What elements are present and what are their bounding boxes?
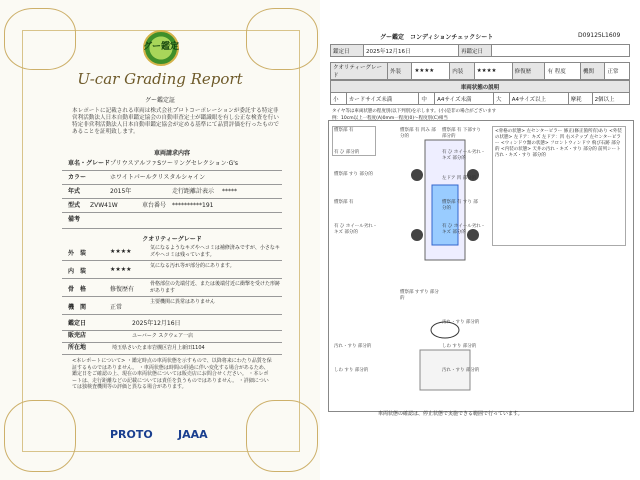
quality-row-frame <box>62 280 282 297</box>
damage-label: 有 ひ ホイール劣れ・キズ 部分的 <box>334 224 378 235</box>
chassis-label: 車台番号 <box>142 202 167 209</box>
redate-value <box>492 45 630 57</box>
frame-label: 修復歴 <box>512 63 545 80</box>
size-large: 大 <box>494 93 510 105</box>
type-label: 型式 <box>68 202 81 209</box>
address-row <box>62 342 282 355</box>
size-mid-desc: A4サイズ未満 <box>435 93 494 105</box>
quality-desc: 骨格部位の先端付近、または後端付近に衝撃を受けた形跡があります <box>150 281 281 294</box>
damage-label: 汚れ・すり 部分的 <box>442 320 480 325</box>
quality-label: 機 関 <box>68 304 87 311</box>
intro-text: 本レポートに記載される車両は株式会社プロトコーポレーションが委託する特定非営利活動法人日本自動車鑑定協会の自動車査定士が鑑識眼を有し公正な検査を行い特定非営利活動法人日本自動車鑑定協会が定める基準にて品質評価を行ったものであることを証明致します。 <box>72 108 279 135</box>
shop-label: 販売店 <box>68 332 87 339</box>
quality-stars: ★★★★ <box>110 248 132 255</box>
int-label: 内装 <box>450 63 474 80</box>
mileage-value: ***** <box>222 188 237 195</box>
type-value: ZVW41W <box>90 202 118 209</box>
rear-left-wheel-icon <box>411 229 423 241</box>
badge-text: グー鑑定 <box>143 42 180 52</box>
sheet-title: グー鑑定 コンディションチェックシート <box>380 34 494 41</box>
model-label: 車名・グレード <box>68 160 111 167</box>
quality-label: 外 装 <box>68 250 87 257</box>
state-table <box>330 80 630 105</box>
sheet-footer: 車両状態の確認は、停止状態で実施できる範囲で行っています。 <box>378 411 523 417</box>
ornament-top-right <box>246 8 318 70</box>
ornament-top-left <box>4 8 76 70</box>
type-row <box>62 200 282 213</box>
damage-label: 慣察部 すずり 部分的 <box>400 290 439 301</box>
quality-row-exterior <box>62 244 282 261</box>
certificate-title: U-car Grading Report <box>77 70 243 88</box>
model-value: プリウスアルファSツーリングセレクション·G's <box>110 160 239 167</box>
damage-label: しわ すり 部分的 <box>334 368 369 373</box>
quality-label: 内 装 <box>68 268 87 275</box>
condition-summary: <骨格の状態> 左センターピラー 修正(修正箇所有)あり <外装の状態> 左ドア：キズ 左ドア：凹 右ステップ 左センターピラー <ウィンドウ類の状態> フロントウィンドウ 飛び石跡 部分的 <内装の状態> 天井の汚れ・キズ・すり 部分的 前列シート汚れ・キズ・すり 部分的 <box>492 126 626 246</box>
front-left-wheel-icon <box>411 169 423 181</box>
quality-row-interior <box>62 262 282 279</box>
kantei-label: グー鑑定証 <box>144 97 175 104</box>
size-mid: 中 <box>419 93 435 105</box>
damage-label: 慣察部 有 <box>334 200 354 205</box>
damage-label: 慣察部 すり 部分的 <box>334 172 373 177</box>
int-stars: ★★★★ <box>474 63 512 80</box>
ornament-bottom-right <box>246 400 318 472</box>
year-row <box>62 186 282 199</box>
ext-stars: ★★★★ <box>412 63 450 80</box>
color-value: ホワイトパールクリスタルシャイン <box>110 174 206 181</box>
damage-label: 左ドア 凹 部分的 <box>442 176 477 181</box>
ext-label: 外装 <box>388 63 412 80</box>
shop-value: ユーバーク スクウェア一店 <box>132 333 194 339</box>
address-value: 埼玉県さいたま市岩槻区岩月上新田1104 <box>112 345 205 351</box>
year-label: 年式 <box>68 188 81 195</box>
report-notes: <本レポートについて> ・鑑定時点の車両状態を示すもので、以降将来にわたり品質を保証するものではありません。 ・車両状態は時間の経過に伴い変化する場合があるため、鑑定日をご確認の上、現在の車両状態については販売店にお問合せください。 ・本レポートは、走行距離などの記載については責任を負うものではありません。 ・詳細については独検査機関等の評価と異なる場合があります。 <box>72 358 272 391</box>
vehicle-section-title: 車両請求内容 <box>153 150 190 157</box>
grade-label: クオリティーグレード <box>331 63 388 80</box>
chassis-value: **********191 <box>172 202 214 209</box>
size-large-desc: A4サイズ以上 <box>509 93 568 105</box>
quality-stars: ★★★★ <box>110 266 132 273</box>
color-label: カラー <box>68 174 87 181</box>
frame-value: 有 程度 <box>545 63 581 80</box>
date-value: 2025年12月16日 <box>132 320 181 327</box>
date-value: 2025年12月16日 <box>364 45 459 57</box>
damage-label: 慣察部 有 すり 部分的 <box>442 200 478 211</box>
header-table <box>330 44 630 57</box>
damage-label: 汚れ・すり 部分的 <box>442 368 480 373</box>
size-note: タイヤ等は車両状態の程度別(以下判別)を示します。(小)是非の場合がございます <box>332 109 497 114</box>
doc-id: D09125L1609 <box>578 32 621 39</box>
date-label: 鑑定日 <box>68 320 87 327</box>
engine-label: 機関 <box>580 63 604 80</box>
remarks-row <box>62 214 282 229</box>
damage-label: 有 ひ 部分的 <box>334 150 360 155</box>
damage-label: 有 ひ ホイール劣れ・キズ 部分的 <box>442 224 486 235</box>
wear-value: 2個以上 <box>592 93 629 105</box>
size-note-2: 例：10cm以上一程度(A)0mm一程度(0)〜程度別(C)相当 <box>332 116 448 121</box>
quality-label: 骨 格 <box>68 286 87 293</box>
address-label: 所在地 <box>68 344 87 351</box>
damage-label: しわ すり 部分的 <box>442 344 477 349</box>
model-row <box>62 158 282 171</box>
mileage-label: 走行距離計表示 <box>172 188 215 195</box>
damage-label: 慣察部 有 凹み 部分的 <box>400 128 436 139</box>
quality-desc: 主要機関に異常はありません <box>150 299 216 305</box>
year-value: 2015年 <box>110 188 132 195</box>
ornament-bottom-left <box>4 400 76 472</box>
proto-logo: PROTO <box>110 428 153 441</box>
wear-label: 摩耗 <box>568 93 592 105</box>
size-small-desc: カードサイズ未満 <box>346 93 419 105</box>
damage-label: 有 ひ ホイール劣れ・キズ 部分的 <box>442 150 486 161</box>
engine-value: 正常 <box>605 63 630 80</box>
quality-section-title: クオリティーグレード <box>142 236 202 243</box>
quality-desc: 気になる汚れ等が部分的にあります。 <box>150 263 235 269</box>
condition-check-sheet <box>320 0 640 480</box>
redate-label: 再鑑定日 <box>459 45 492 57</box>
cabin-glass <box>432 185 458 245</box>
damage-label: 慣察部 有 下部すり 部分的 <box>442 128 481 139</box>
date-label: 鑑定日 <box>331 45 364 57</box>
remarks-label: 備考 <box>68 216 81 223</box>
jaaa-logo: JAAA <box>178 428 208 441</box>
grade-table <box>330 62 630 80</box>
quality-row-engine <box>62 298 282 315</box>
car-diagram <box>390 130 500 400</box>
color-row <box>62 172 282 185</box>
quality-stars: 修復歴有 <box>110 286 135 293</box>
size-small: 小 <box>331 93 347 105</box>
damage-label: 慣察部 有 <box>334 128 354 133</box>
quality-desc: 気になるようなキズやヘコミは補修済みですが、小さなキズやヘコミは残っています。 <box>150 245 280 258</box>
damage-label: 汚れ・すり 部分的 <box>334 344 372 349</box>
state-title: 車両状態の説明 <box>331 81 630 93</box>
quality-stars: 正常 <box>110 304 123 311</box>
